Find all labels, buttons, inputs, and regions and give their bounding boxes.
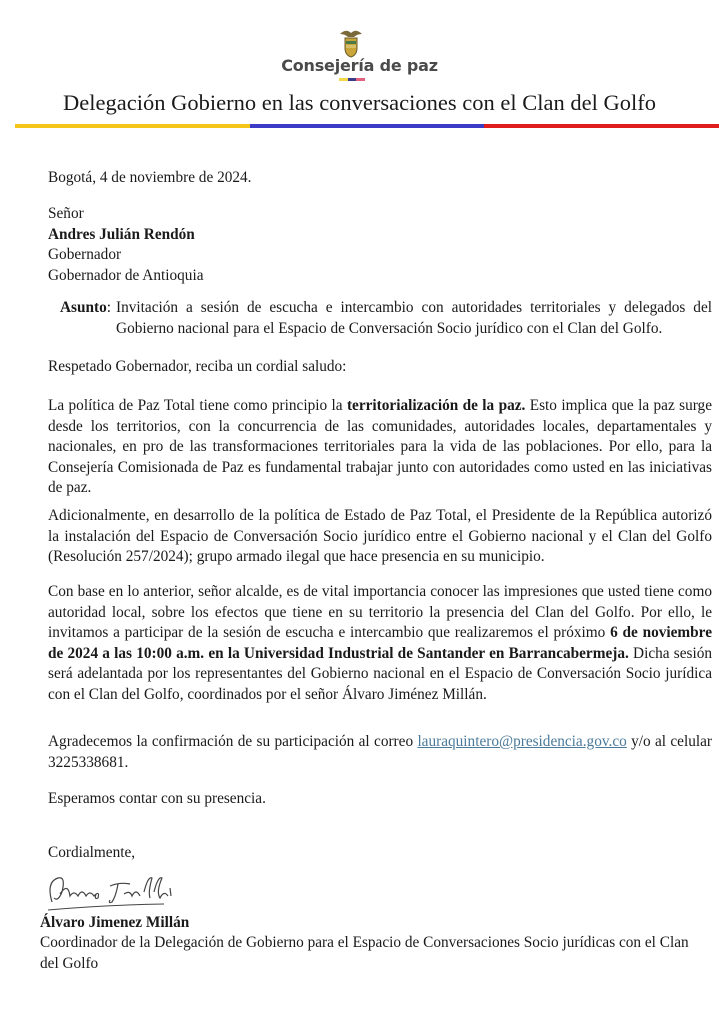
flag-divider [15,124,719,128]
paragraph-resolucion: Adicionalmente, en desarrollo de la política de Estado de Paz Total, el Presidente de la República autorizó la instalación del Espacio de Conversación Socio jurídico entre el Gobierno nacional y el Clan del Golfo (Resolución 257/2024); grupo armado ilegal que hace presencia en su municipio. [48,507,712,565]
paragraph-presencia: Esperamos contar con su presencia. [48,790,266,807]
subject-label: Asunto [60,299,107,316]
colombia-crest-icon [338,28,364,58]
recipient-name: Andres Julián Rendón [48,225,195,243]
p3-text: Con base en lo anterior, señor alcalde, es de vital importancia conocer las impresiones que usted tiene como autoridad local, sobre los efectos que tiene en su territorio la presencia del Clan del Golfo. Por ello, le invitamos a participar de la sesión de escucha e intercambio que realizaremos el próximo [48,583,712,641]
paragraph-territorializacion [48,396,712,499]
greeting: Respetado Gobernador, reciba un cordial saludo: [48,358,347,375]
p1-text: La política de Paz Total tiene como principio la [48,397,347,414]
brand-wordmark: Consejería de paz [281,56,438,75]
signer-name: Álvaro Jimenez Millán [40,914,190,931]
subject-text: Invitación a sesión de escucha e intercambio con autoridades territoriales y delegados del Gobierno nacional para el Espacio de Conversación Socio jurídico con el Clan del Golfo. [116,299,712,337]
p1-text-after: Esto implica que la paz surge desde los territorios, con la concurrencia de las comunidades, autoridades locales, departamentales y nacionales, en pro de las transformaciones territoriales para la vida de las poblaciones. Por ello, para la Consejería Comisionada de Paz es fundamental trabajar junto con autoridades como usted en las iniciativas de paz. [48,397,712,496]
paragraph-invitacion [48,582,712,705]
recipient-office: Gobernador de Antioquia [48,266,204,284]
mini-flag-stripe [339,78,365,81]
recipient-block [48,204,203,286]
recipient-salutation: Señor [48,205,84,222]
recipient-title: Gobernador [48,246,122,263]
closing: Cordialmente, [48,844,136,861]
p4-text: Agradecemos la confirmación de su participación al correo [48,733,418,750]
email-link[interactable]: lauraquintero@presidencia.gov.co [417,733,627,750]
subject-block: Asunto : Invitación a sesión de escucha e intercambio con autoridades territoriales y delegados del Gobierno nacional para el Espacio de Conversación Socio jurídico con el Clan del Golfo. [48,298,712,339]
p3-bold: 6 de noviembre de 2024 a las 10:00 a.m. en la Universidad Industrial de Santander en Barrancabermeja. [48,624,712,662]
letter-date: Bogotá, 4 de noviembre de 2024. [48,169,252,186]
paragraph-confirmacion [48,732,712,773]
handwritten-signature [44,872,204,912]
p1-bold: territorialización de la paz. [346,397,526,414]
page-title: Delegación Gobierno en las conversaciones con el Clan del Golfo [63,90,656,115]
p4-text-after: y/o al celular 3225338681. [48,733,712,771]
p3-text-after: Dicha sesión será adelantada por los representantes del Gobierno nacional en el Espacio de Conversación Socio jurídica con el Clan del Golfo, coordinados por el señor Álvaro Jiménez Millán. [48,644,712,703]
signer-role: Coordinador de la Delegación de Gobierno para el Espacio de Conversaciones Socio jurídicas con el Clan del Golfo [40,934,689,972]
